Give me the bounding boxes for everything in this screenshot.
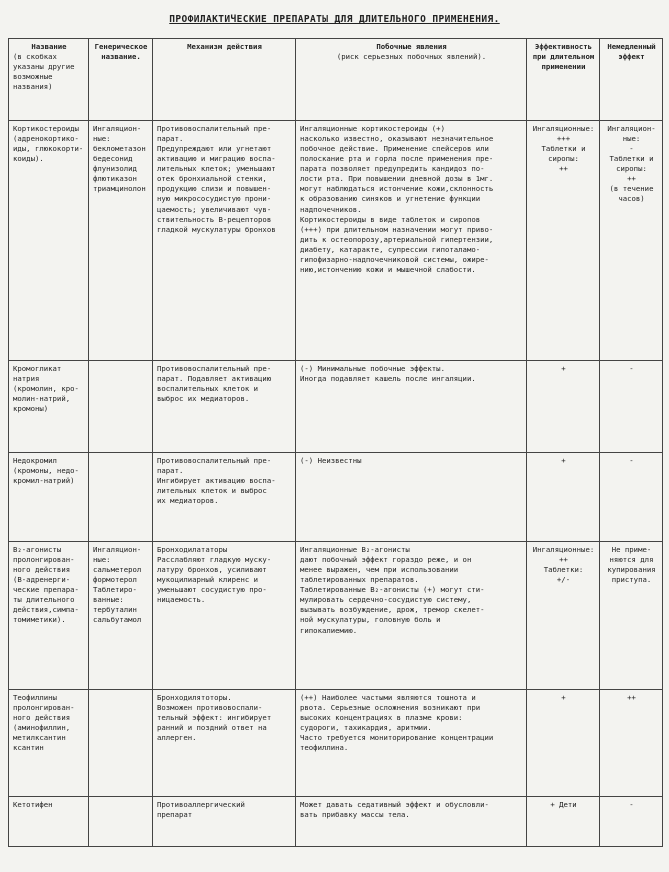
table-row <box>9 542 663 690</box>
table-row <box>9 690 663 797</box>
cell-side-effects: Ингаляционные B₂-агонисты дают побочный эффект гораздо реже, и он менее выражен, чем при использовании таблетированных препаратов. Таблетированные B₂-агонисты (+) могут сти- мулировать сердечно-сосудистую систему, вызывать возбуждение, дрож, тремор скелет- ной мускулатуры, головную боль и гипокалиемию. <box>296 542 527 690</box>
cell-mechanism: Противоаллергический препарат <box>153 797 296 847</box>
cell-name: Недокромил (кромоны, недо- кромил-натрий) <box>9 453 89 542</box>
cell-long-term: Ингаляционные: +++ Таблетки и сиропы: ++ <box>527 121 600 361</box>
drug-table <box>8 38 663 847</box>
cell-name: Кетотифен <box>9 797 89 847</box>
cell-generic <box>89 690 153 797</box>
document-title: ПРОФИЛАКТИЧЕСКИЕ ПРЕПАРАТЫ ДЛЯ ДЛИТЕЛЬНОГО ПРИМЕНЕНИЯ. <box>169 14 500 25</box>
cell-immediate: ++ <box>600 690 663 797</box>
table-row <box>9 453 663 542</box>
cell-side-effects: (-) Минимальные побочные эффекты. Иногда подавляет кашель после ингаляции. <box>296 361 527 453</box>
table-row <box>9 361 663 453</box>
cell-name: Кромогликат натрия (кромолин, кро- молин-натрий, кромоны) <box>9 361 89 453</box>
cell-mechanism: Противовоспалительный пре- парат. Подавляет активацию воспалительных клеток и выброс их медиаторов. <box>153 361 296 453</box>
cell-generic <box>89 361 153 453</box>
header-long-term: Эффективность при длительном применении <box>527 39 600 121</box>
cell-name: Кортикостероиды (адренокортико- иды, глюкокорти- коиды). <box>9 121 89 361</box>
table-header-row <box>9 39 663 121</box>
cell-side-effects: Ингаляционные кортикостероиды (+) насколько известно, оказывают незначительное побочное действие. Применение спейсеров или полоскание рта и горла после применения пре- парата позволяет предупредить кандидоз по- лости рта. При повышении дневной дозы в 1мг. могут наблюдаться истончение кожи,склонность к образованию синяков и угнетение функции надпочечников. Кортикостероиды в виде таблеток и сиропов (+++) при длительном назначении могут приво- дить к остеопорозу,артериальной гипертензии, диабету, катаракте, супрессии гипоталамо- гипофизарно-надпочечниковой системы, ожире- нию,истончению кожи и мышечной слабости. <box>296 121 527 361</box>
cell-long-term: + <box>527 361 600 453</box>
cell-immediate: - <box>600 453 663 542</box>
header-side-effects: Побочные явления (риск серьезных побочных явлений). <box>296 39 527 121</box>
cell-long-term: Ингаляционные: ++ Таблетки: +/- <box>527 542 600 690</box>
table-row <box>9 121 663 361</box>
header-name: Название (в скобках указаны другие возможные названия) <box>9 39 89 121</box>
cell-side-effects: Может давать седативный эффект и обусловли- вать прибавку массы тела. <box>296 797 527 847</box>
cell-generic <box>89 453 153 542</box>
cell-mechanism: Противовоспалительный пре- парат. Ингибирует активацию воспа- лительных клеток и выброс их медиаторов. <box>153 453 296 542</box>
cell-generic: Ингаляцион- ные: сальметерол формотерол Таблетиро- ванные: тербуталин сальбутамол <box>89 542 153 690</box>
header-mechanism: Механизм действия <box>153 39 296 121</box>
cell-immediate: - <box>600 361 663 453</box>
cell-generic <box>89 797 153 847</box>
cell-immediate: Не приме- няются для купирования приступа. <box>600 542 663 690</box>
cell-name: B₂-агонисты пролонгирован- ного действия (B-адренерги- ческие препара- ты длительного действия,симпа- томиметики). <box>9 542 89 690</box>
cell-long-term: + <box>527 453 600 542</box>
cell-long-term: + Дети <box>527 797 600 847</box>
cell-mechanism: Бронходилятоторы. Возможен противовоспали- тельный эффект: ингибирует ранний и поздний ответ на аллерген. <box>153 690 296 797</box>
cell-immediate: - <box>600 797 663 847</box>
table-row <box>9 797 663 847</box>
cell-name: Теофиллины пролонгирован- ного действия (аминофиллин, метилксантин ксантин <box>9 690 89 797</box>
cell-side-effects: (++) Наиболее частыми являются тошнота и рвота. Серьезные осложнения возникают при высоких концентрациях в плазме крови: судороги, тахикардия, аритмии. Часто требуется мониторирование концентрации теофиллина. <box>296 690 527 797</box>
cell-mechanism: Противовоспалительный пре- парат. Предупреждают или угнетают активацию и миграцию воспа- лительных клеток; уменьшают отек бронхиальной стенки, продукцию слизи и повышен- ную микрососудистую прони- цаемость; увеличивают чув- ствительность B-рецепторов гладкой мускулатуры бронхов <box>153 121 296 361</box>
header-generic: Генерическое название. <box>89 39 153 121</box>
cell-long-term: + <box>527 690 600 797</box>
cell-side-effects: (-) Неизвестны <box>296 453 527 542</box>
header-immediate: Немедленный эффект <box>600 39 663 121</box>
cell-immediate: Ингаляцион- ные: - Таблетки и сиропы: ++ (в течение часов) <box>600 121 663 361</box>
cell-mechanism: Бронходилататоры Расслабляют гладкую муску- латуру бронхов, усиливают мукоцилиарный клиренс и уменьшают сосудистую про- ницаемость. <box>153 542 296 690</box>
cell-generic: Ингаляцион- ные: беклометазон бедесонид флунизолид флютиказон триамцинолон <box>89 121 153 361</box>
